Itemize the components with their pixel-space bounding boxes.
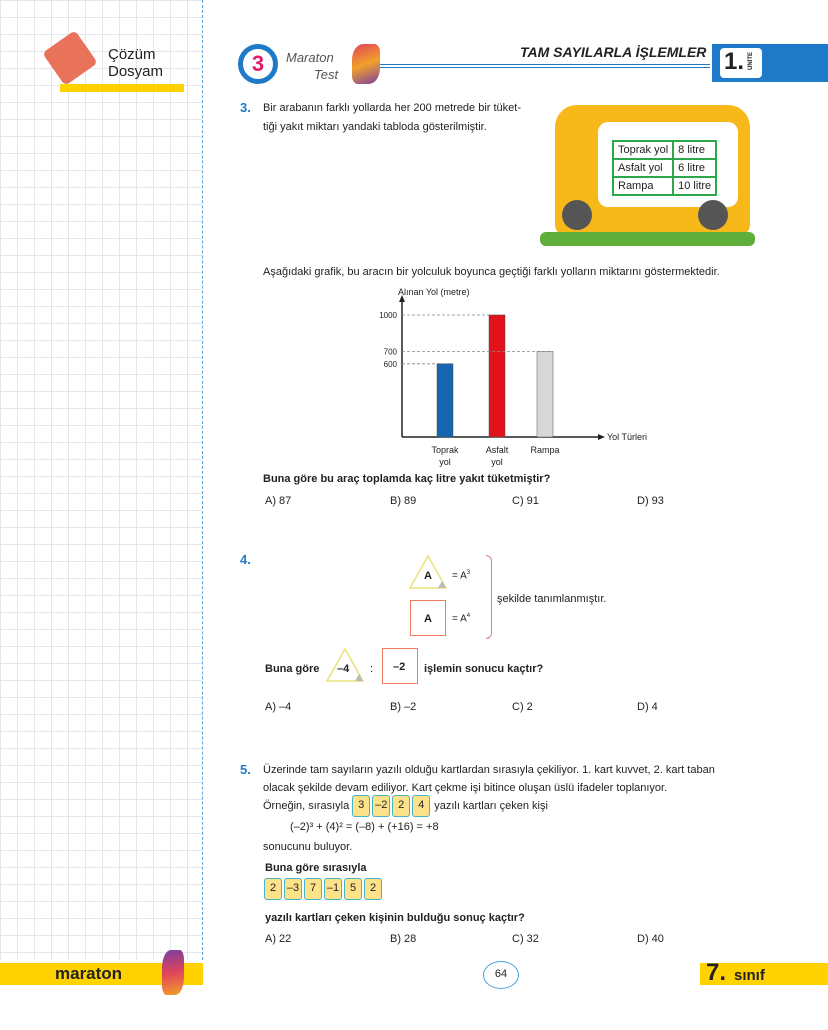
example-line xyxy=(263,795,548,817)
x-tick-label: Rampa xyxy=(530,445,560,455)
def-1-eq-text: = A xyxy=(452,570,467,582)
def-2-eq-text: = A xyxy=(452,613,467,625)
q5-text-1: Üzerinde tam sayıların yazılı olduğu kartlardan sırasıyla çekiliyor. 1. kart kuvvet, 2. kart taban xyxy=(263,764,715,776)
x-tick-label: Toprak xyxy=(431,445,459,455)
q3-text-2: tiği yakıt miktarı yandaki tabloda gösterilmiştir. xyxy=(263,121,487,133)
bus-wheel xyxy=(562,200,592,230)
x-axis-arrow xyxy=(598,434,605,440)
table-row xyxy=(613,159,716,177)
y-tick-label: 700 xyxy=(383,347,397,357)
bus-wheel xyxy=(698,200,728,230)
q4-suffix: işlemin sonucu kaçtır? xyxy=(424,663,544,675)
grade-number: 7. xyxy=(706,959,727,986)
card: 4 xyxy=(412,795,430,817)
q3-option-b[interactable]: B) 89 xyxy=(390,495,417,507)
cell: Toprak yol xyxy=(613,141,673,159)
card: 3 xyxy=(352,795,370,817)
unit-word: ÜNİTE xyxy=(748,52,754,70)
table-row xyxy=(613,141,716,159)
x-tick-label: yol xyxy=(439,457,451,467)
formula: (–2)³ + (4)² = (–8) + (+16) = +8 xyxy=(290,821,439,833)
test-number-badge: 3 xyxy=(238,44,278,84)
publisher-logo: maraton xyxy=(55,964,123,983)
bar-asfalt-yol xyxy=(489,315,505,437)
grass xyxy=(540,232,755,246)
cell: 10 litre xyxy=(673,177,716,195)
brand-title: Çözüm Dosyam xyxy=(108,46,164,80)
result-text: sonucunu buluyor. xyxy=(263,841,353,853)
card: 2 xyxy=(264,878,282,900)
def-2-exp: 4 xyxy=(466,613,471,619)
q3-option-c[interactable]: C) 91 xyxy=(512,495,539,507)
card: 2 xyxy=(364,878,382,900)
def-2-eq xyxy=(452,613,470,624)
square-value: –2 xyxy=(393,661,406,673)
def-text: şekilde tanımlanmıştır. xyxy=(497,593,607,605)
cell: Rampa xyxy=(613,177,673,195)
q5-option-c[interactable]: C) 32 xyxy=(512,933,539,945)
cell: 8 litre xyxy=(673,141,716,159)
card: –1 xyxy=(324,878,342,900)
q5-option-b[interactable]: B) 28 xyxy=(390,933,417,945)
y-axis-label: Alınan Yol (metre) xyxy=(398,287,470,297)
y-tick-label: 1000 xyxy=(379,311,397,320)
cell: Asfalt yol xyxy=(613,159,673,177)
brace xyxy=(486,555,492,639)
cell: 6 litre xyxy=(673,159,716,177)
runner-icon xyxy=(162,950,184,995)
grid-margin xyxy=(0,0,202,960)
q5-question: yazılı kartları çeken kişinin bulduğu sonuç kaçtır? xyxy=(265,912,525,924)
bar-rampa xyxy=(537,352,553,437)
q3-option-d[interactable]: D) 93 xyxy=(637,495,664,507)
q5-number: 5. xyxy=(240,762,251,777)
brand-underline xyxy=(60,84,184,92)
runner-icon xyxy=(352,44,380,84)
example-prefix: Örneğin, sırasıyla xyxy=(263,800,350,812)
def-1-exp: 3 xyxy=(466,570,471,576)
q4-number: 4. xyxy=(240,552,251,567)
margin-divider xyxy=(202,0,203,960)
grade-word: sınıf xyxy=(734,967,765,984)
q3-option-a[interactable]: A) 87 xyxy=(265,495,292,507)
q5-prompt: Buna göre sırasıyla xyxy=(265,862,367,874)
q5-option-d[interactable]: D) 40 xyxy=(637,933,664,945)
card: –3 xyxy=(284,878,302,900)
card: –2 xyxy=(372,795,390,817)
q3-number: 3. xyxy=(240,100,251,115)
q4-option-d[interactable]: D) 4 xyxy=(637,701,658,713)
q5-option-a[interactable]: A) 22 xyxy=(265,933,292,945)
q5-text-2: olacak şekilde devam ediliyor. Kart çekme işi bitince oluşan üslü ifadeler toplanıyor. xyxy=(263,782,668,794)
q4-option-b[interactable]: B) –2 xyxy=(390,701,417,713)
card: 5 xyxy=(344,878,362,900)
header-rule xyxy=(380,64,710,68)
unit-number: 1. xyxy=(724,48,745,75)
q4-option-c[interactable]: C) 2 xyxy=(512,701,533,713)
test-label-1: Maraton xyxy=(286,50,334,65)
fuel-table xyxy=(612,140,717,196)
x-axis-label: Yol Türleri xyxy=(607,432,648,442)
y-tick-label: 600 xyxy=(383,359,397,369)
x-tick-label: Asfalt xyxy=(485,445,509,455)
page-number: 64 xyxy=(483,961,519,989)
q3-text-1: Bir arabanın farklı yollarda her 200 metrede bir tüket- xyxy=(263,102,522,114)
q4-option-a[interactable]: A) –4 xyxy=(265,701,292,713)
bar-toprak-yol xyxy=(437,364,453,437)
table-row xyxy=(613,177,716,195)
card: 7 xyxy=(304,878,322,900)
example-suffix: yazılı kartları çeken kişi xyxy=(434,800,548,812)
bar-chart xyxy=(360,280,660,470)
graph-intro: Aşağıdaki grafik, bu aracın bir yolculuk boyunca geçtiği farklı yolların miktarını göstermektedir. xyxy=(263,266,720,278)
def-1-box: A xyxy=(424,570,432,582)
def-1-eq xyxy=(452,570,470,581)
operator: : xyxy=(370,663,374,675)
test-label-2: Test xyxy=(314,67,339,82)
card-sequence xyxy=(264,878,384,900)
triangle-value: –4 xyxy=(337,663,350,675)
q4-prefix: Buna göre xyxy=(265,663,320,675)
card: 2 xyxy=(392,795,410,817)
def-2-box: A xyxy=(424,613,432,625)
q3-question: Buna göre bu araç toplamda kaç litre yakıt tüketmiştir? xyxy=(263,473,551,485)
x-tick-label: yol xyxy=(491,457,503,467)
unit-title: TAM SAYILARLA İŞLEMLER xyxy=(520,44,707,60)
